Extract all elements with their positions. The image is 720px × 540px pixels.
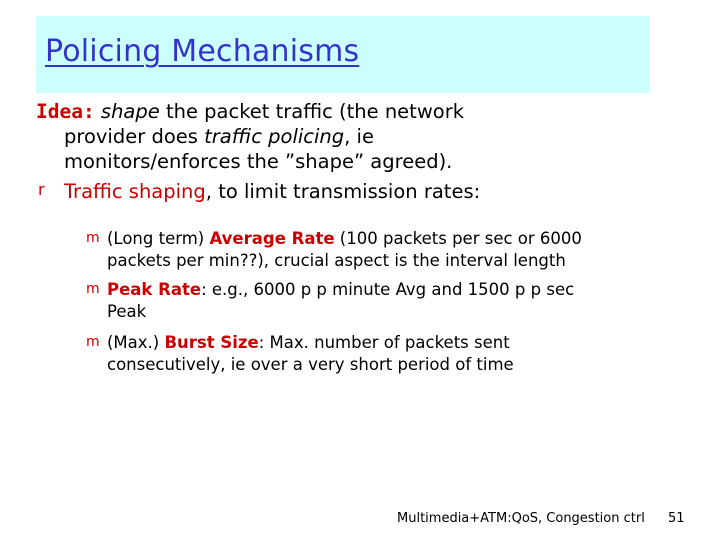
idea-text-3: monitors/enforces the ”shape” agreed). [64, 150, 453, 173]
subbullet-marker: m [86, 230, 100, 246]
average-rate-term: Average Rate [209, 229, 335, 248]
idea-shape-term: shape [100, 100, 160, 123]
subbullet-prefix: (Long term) [107, 229, 210, 248]
bullet-traffic-shaping [64, 180, 480, 204]
idea-line-2 [64, 125, 374, 149]
subbullet-burst-size-line-2: consecutively, ie over a very short period of time [107, 355, 514, 374]
burst-size-term: Burst Size [164, 333, 259, 352]
idea-text-2b: , ie [344, 125, 374, 148]
idea-text-1: the packet traffic (the network [159, 100, 465, 123]
idea-label: Idea: [36, 100, 95, 123]
subbullet-text: (100 packets per sec or 6000 [334, 229, 582, 248]
subbullet-peak-rate-line-2: Peak [107, 302, 147, 321]
subbullet-prefix: (Max.) [107, 333, 165, 352]
subbullet-marker: m [86, 334, 100, 350]
idea-line-3 [64, 150, 452, 174]
slide-title: Policing Mechanisms [45, 34, 360, 69]
bullet-marker: r [38, 180, 45, 199]
subbullet-average-rate-line-2: packets per min??), crucial aspect is the interval length [107, 251, 566, 270]
subbullet-text: : Max. number of packets sent [258, 333, 510, 352]
traffic-shaping-term: Traffic shaping [64, 180, 206, 203]
idea-line-1 [36, 100, 464, 124]
subbullet-peak-rate-line-1 [107, 279, 574, 300]
subbullet-text: : e.g., 6000 p p minute Avg and 1500 p p sec [201, 280, 575, 299]
footer-course: Multimedia+ATM:QoS, Congestion ctrl [397, 511, 645, 526]
idea-text-2a: provider does [64, 125, 205, 148]
peak-rate-term: Peak Rate [107, 280, 202, 299]
subbullet-burst-size-line-1 [107, 332, 510, 353]
idea-traffic-policing: traffic policing [204, 125, 345, 148]
subbullet-average-rate-line-1 [107, 228, 582, 249]
subbullet-marker: m [86, 281, 100, 297]
traffic-shaping-text: , to limit transmission rates: [205, 180, 481, 203]
page-number: 51 [668, 511, 685, 526]
